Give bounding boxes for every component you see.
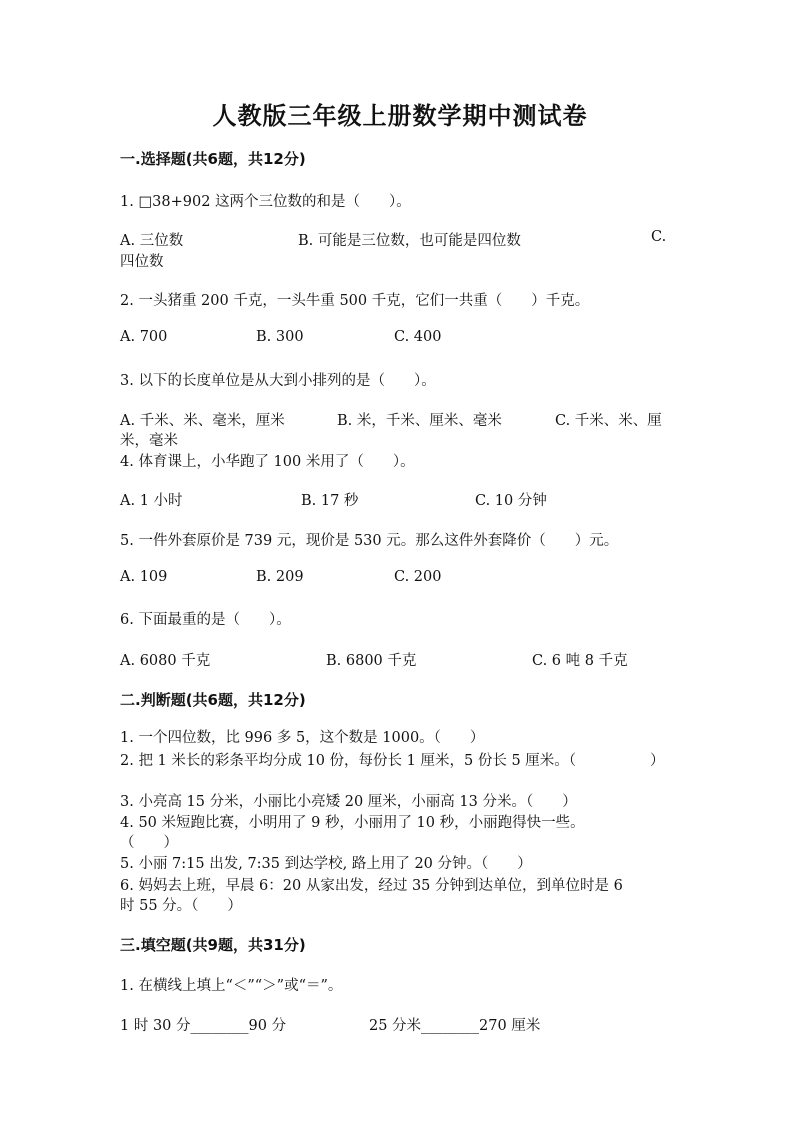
section-heading-judge: 二.判断题(共6题，共12分) bbox=[120, 691, 306, 709]
choice-q2-option-b: B. 300 bbox=[256, 329, 304, 345]
choice-q3: 3. 以下的长度单位是从大到小排列的是（ ）。 bbox=[120, 373, 436, 389]
choice-q3-option-c-wrap: 米，毫米 bbox=[120, 433, 178, 449]
choice-q4-option-c: C. 10 分钟 bbox=[475, 493, 547, 509]
choice-q5-option-c: C. 200 bbox=[394, 569, 442, 585]
choice-q6-option-a: A. 6080 千克 bbox=[120, 653, 211, 669]
choice-q5-option-b: B. 209 bbox=[256, 569, 304, 585]
fill-q1-blank-1: 1 时 30 分________90 分 bbox=[120, 1018, 287, 1034]
choice-q3-option-b: B. 米，千米、厘米、毫米 bbox=[337, 413, 502, 429]
choice-q4: 4. 体育课上，小华跑了 100 米用了（ ）。 bbox=[120, 454, 415, 470]
choice-q1-option-b: B. 可能是三位数，也可能是四位数 bbox=[298, 233, 521, 249]
judge-q5: 5. 小丽 7:15 出发, 7:35 到达学校, 路上用了 20 分钟。（ ） bbox=[120, 856, 532, 872]
page-title: 人教版三年级上册数学期中测试卷 bbox=[212, 101, 588, 130]
judge-q6: 6. 妈妈去上班，早晨 6：20 从家出发，经过 35 分钟到达单位，到单位时是 6 bbox=[120, 878, 623, 894]
judge-q4-wrap: （ ） bbox=[120, 835, 178, 851]
choice-q6: 6. 下面最重的是（ ）。 bbox=[120, 612, 291, 628]
choice-q2: 2. 一头猪重 200 千克，一头牛重 500 千克，它们一共重（ ）千克。 bbox=[120, 293, 590, 309]
fill-q1: 1. 在横线上填上“＜”“＞”或“＝”。 bbox=[120, 978, 343, 994]
choice-q1: 1. □38+902 这两个三位数的和是（ ）。 bbox=[120, 194, 411, 210]
choice-q2-option-a: A. 700 bbox=[120, 329, 168, 345]
choice-q4-option-b: B. 17 秒 bbox=[301, 493, 359, 509]
choice-q3-option-a: A. 千米、米、毫米，厘米 bbox=[120, 413, 285, 429]
judge-q2-paren-close: ） bbox=[650, 753, 665, 769]
judge-q4: 4. 50 米短跑比赛，小明用了 9 秒，小丽用了 10 秒，小丽跑得快一些。 bbox=[120, 815, 585, 831]
choice-q5-option-a: A. 109 bbox=[120, 569, 168, 585]
judge-q2: 2. 把 1 米长的彩条平均分成 10 份，每份长 1 厘米，5 份长 5 厘米。（ bbox=[120, 753, 577, 769]
choice-q5: 5. 一件外套原价是 739 元，现价是 530 元。那么这件外套降价（ ）元。 bbox=[120, 533, 619, 549]
choice-q1-option-c: C. bbox=[651, 229, 667, 245]
section-heading-fill: 三.填空题(共9题，共31分) bbox=[120, 936, 306, 954]
choice-q1-option-a: A. 三位数 bbox=[120, 233, 184, 249]
section-heading-choice: 一.选择题(共6题，共12分) bbox=[120, 150, 306, 168]
choice-q3-option-c: C. 千米、米、厘 bbox=[555, 413, 662, 429]
choice-q2-option-c: C. 400 bbox=[394, 329, 442, 345]
judge-q3: 3. 小亮高 15 分米，小丽比小亮矮 20 厘米，小丽高 13 分米。（ ） bbox=[120, 794, 577, 810]
fill-q1-blank-2: 25 分米________270 厘米 bbox=[369, 1018, 541, 1034]
judge-q6-wrap: 时 55 分。（ ） bbox=[120, 898, 242, 914]
judge-q1: 1. 一个四位数，比 996 多 5，这个数是 1000。（ ） bbox=[120, 730, 485, 746]
choice-q6-option-b: B. 6800 千克 bbox=[326, 653, 417, 669]
choice-q6-option-c: C. 6 吨 8 千克 bbox=[532, 653, 628, 669]
choice-q4-option-a: A. 1 小时 bbox=[120, 493, 183, 509]
choice-q1-option-c-wrap: 四位数 bbox=[120, 254, 164, 270]
